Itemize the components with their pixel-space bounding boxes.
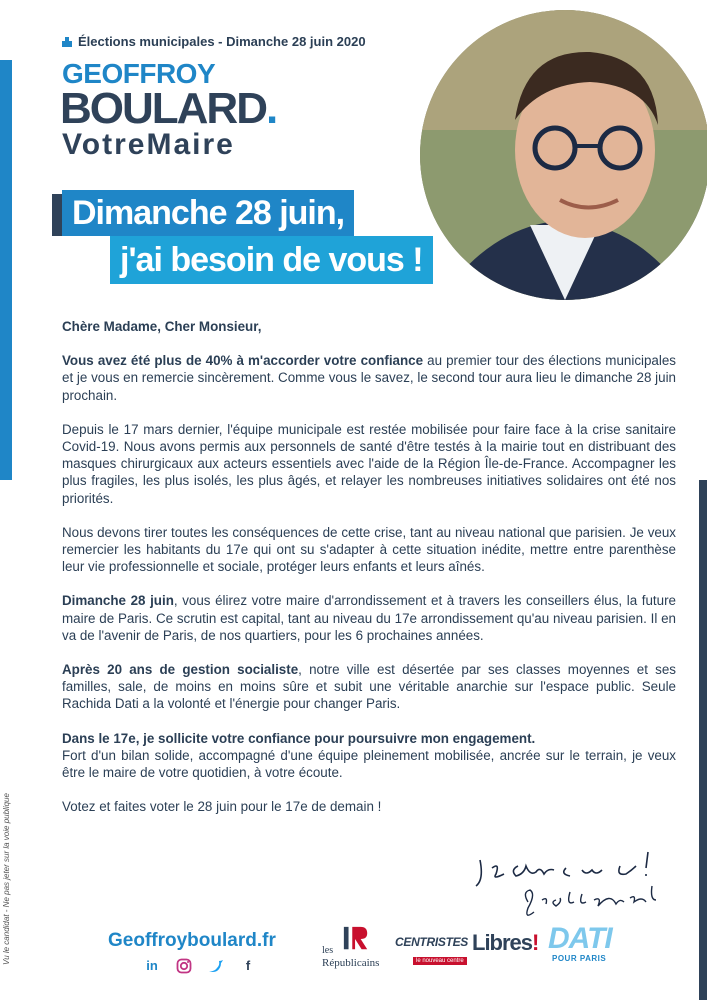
campaign-website[interactable]: Geoffroyboulard.fr <box>108 930 276 951</box>
linkedin-icon[interactable]: in <box>146 958 158 973</box>
tagline-maire: Maire <box>146 128 235 161</box>
candidate-last-name <box>60 84 276 134</box>
letter-greeting: Chère Madame, Cher Monsieur, <box>62 319 262 334</box>
tagline-votre: Votre <box>62 128 147 161</box>
libres-logo <box>472 930 538 956</box>
votre-maire-tagline <box>62 128 235 162</box>
paragraph-6 <box>62 730 676 782</box>
headline-line-1: Dimanche 28 juin, <box>62 190 354 236</box>
lr-line-2: Républicains <box>322 957 380 969</box>
portrait-illustration <box>420 10 707 300</box>
paragraph-6-text: Fort d'un bilan solide, accompagné d'une équipe pleinement mobilisée, ancrée sur le terrain, je veux être le maire de votre quotidien, à votre écoute. <box>62 747 676 781</box>
dati-pour-paris-logo <box>548 924 612 963</box>
ballot-box-icon <box>62 37 72 47</box>
centristes-wordmark: CENTRISTES <box>395 935 469 949</box>
centristes-logo <box>395 935 468 967</box>
paragraph-5-bold: Après 20 ans de gestion socialiste <box>62 662 299 678</box>
paragraph-5 <box>62 661 676 713</box>
candidate-first-name: GEOFFROY <box>62 58 216 89</box>
left-accent-band <box>0 60 12 480</box>
libres-wordmark: Libres <box>472 930 533 955</box>
handwritten-signature <box>470 840 670 930</box>
last-name-dot: . <box>265 84 277 133</box>
twitter-icon[interactable] <box>208 958 224 974</box>
paragraph-1-text: au premier tour des élections municipales et je vous en remercie sincèrement. Comme vous le savez, le second tour aura lieu le dimanche 28 juin prochain. <box>62 353 676 403</box>
paragraph-4 <box>62 592 676 644</box>
last-name-text: BOULARD <box>60 84 266 133</box>
letter-body <box>62 318 676 832</box>
centristes-subline: le nouveau centre <box>413 957 467 965</box>
les-republicains-logo <box>322 925 392 975</box>
candidate-portrait <box>420 10 707 300</box>
dati-wordmark: DATI <box>548 922 612 955</box>
paragraph-4-text: , vous élirez votre maire d'arrondissement et à travers les conseillers élus, la future maire de Paris. Ce scrutin est capital, tant au niveau du 17e arrondissement qu'au niveau parisien. Il en va de l'avenir de Paris, de nos quartiers, pour les 6 prochaines années. <box>62 593 677 643</box>
lr-mark-icon <box>342 925 370 953</box>
facebook-icon[interactable]: f <box>245 958 251 973</box>
election-date-text: Élections municipales - Dimanche 28 juin 2020 <box>78 34 366 49</box>
headline-accent <box>52 194 62 236</box>
paragraph-1 <box>62 352 676 404</box>
social-links <box>144 958 256 974</box>
paragraph-5-text: , notre ville est désertée par ses classes moyennes et ses familles, sale, de moins en moins sûre et subit une véritable anarchie sur l'espace public. Seule Rachida Dati a la volonté et l'énergie pour changer Paris. <box>62 662 676 712</box>
instagram-icon[interactable] <box>176 958 192 974</box>
legal-side-note: Vu le candidat - Ne pas jeter sur la voie publique <box>2 793 11 965</box>
paragraph-1-bold: Vous avez été plus de 40% à m'accorder votre confiance <box>62 353 424 369</box>
paragraph-4-bold: Dimanche 28 juin <box>62 593 174 609</box>
signature-drawing <box>470 840 670 930</box>
headline-line-2: j'ai besoin de vous ! <box>110 236 433 284</box>
paragraph-6-bold: Dans le 17e, je sollicite votre confiance pour poursuivre mon engagement. <box>62 730 536 746</box>
paragraph-2: Depuis le 17 mars dernier, l'équipe municipale est restée mobilisée pour faire face à la crise sanitaire Covid-19. Nous avons permis aux personnels de santé d'être testés à la mairie tout en distribuant des masques chirurgicaux aux acteurs essentiels avec l'aide de la Région Île-de-France. Accompagner les plus fragiles, les plus isolés, les plus âgés, et relayer les nombreuses initiatives solidaires ont été nos priorités. <box>62 421 676 506</box>
lr-line-1: les <box>322 945 334 956</box>
libres-mark: ! <box>532 930 539 955</box>
election-date-line <box>62 34 366 49</box>
paragraph-3: Nous devons tirer toutes les conséquences de cette crise, tant au niveau national que parisien. Je veux remercier les habitants du 17e qui ont su s'adapter à cette situation inédite, mettre entre parenthèse leur vie professionnelle et sociale, protéger leurs enfants et leurs aînés. <box>62 524 676 575</box>
paragraph-7: Votez et faites voter le 28 juin pour le 17e de demain ! <box>62 799 382 815</box>
right-accent-band <box>699 480 707 1000</box>
dati-subline: POUR PARIS <box>552 954 607 963</box>
